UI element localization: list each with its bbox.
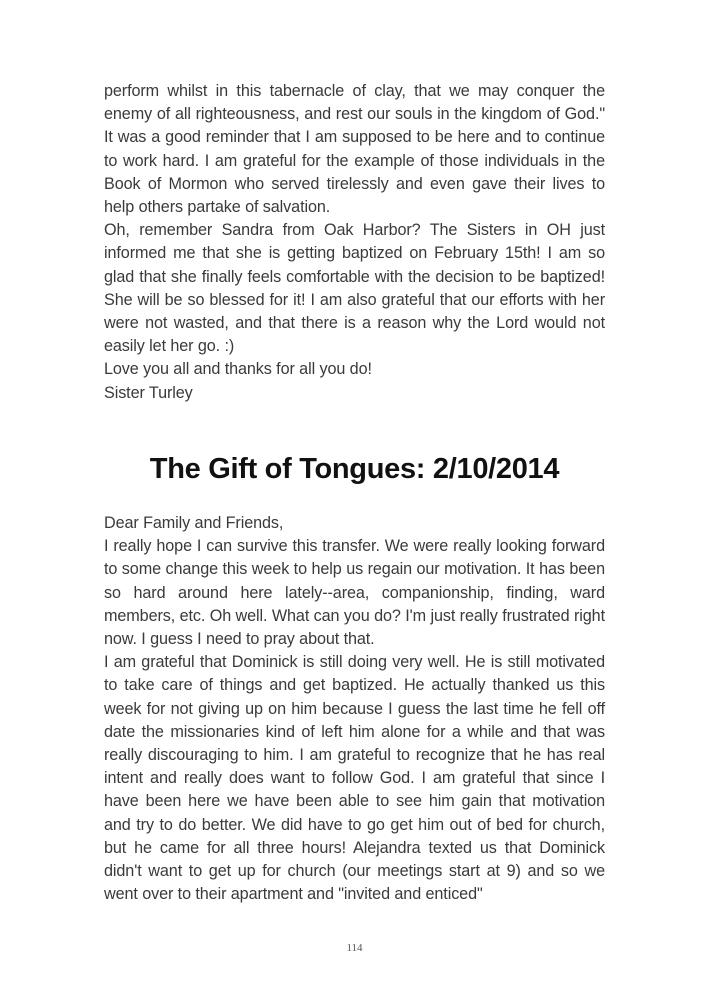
signature-line: Sister Turley <box>104 383 193 402</box>
page-number: 114 <box>346 942 363 954</box>
paragraph-dominick: I am grateful that Dominick is still doing very well. He is still motivated to take care of things and get baptized. He actually thanked us this week for not giving up on him because I guess the last time he fell off date the missionaries kind of left him alone for a while and that was really discouraging to him. I am grateful to recognize that he has real intent and really does want to follow God. I am grateful that since I have been here we have been able to see him gain that motivation and try to do better. We did have to go get him out of bed for church, but he came for all three hours! Alejandra texted us that Dominick didn't want to get up for church (our meetings start at 9) and so we went over to their apartment and "invited and enticed" <box>104 653 605 904</box>
paragraph-salutation: Dear Family and Friends, <box>104 514 284 532</box>
chapter-title: The Gift of Tongues: 2/10/2014 <box>149 453 560 485</box>
paragraph-tabernacle: perform whilst in this tabernacle of clay, that we may conquer the enemy of all righteousness, and rest our souls in the kingdom of God." It was a good reminder that I am supposed to be here and to continue to work hard. I am grateful for the example of those individuals in the Book of Mormon who served tirelessly and even gave their lives to help others partake of salvation. <box>104 82 605 217</box>
paragraph-sandra: Oh, remember Sandra from Oak Harbor? The Sisters in OH just informed me that she is getting baptized on February 15th! I am so glad that she finally feels comfortable with the decision to be baptized! She will be so blessed for it! I am also grateful that our efforts with her were not wasted, and that there is a reason why the Lord would not easily let her go. :) <box>104 221 605 356</box>
paragraph-closing: Love you all and thanks for all you do! <box>104 360 372 379</box>
letter-continuation <box>104 80 605 405</box>
paragraph-transfer: I really hope I can survive this transfer. We were really looking forward to some change this week to help us regain our motivation. It has been so hard around here lately--area, companionship, finding, ward members, etc. Oh well. What can you do? I'm just really frustrated right now. I guess I need to pray about that. <box>104 537 605 649</box>
letter-body <box>104 512 605 906</box>
